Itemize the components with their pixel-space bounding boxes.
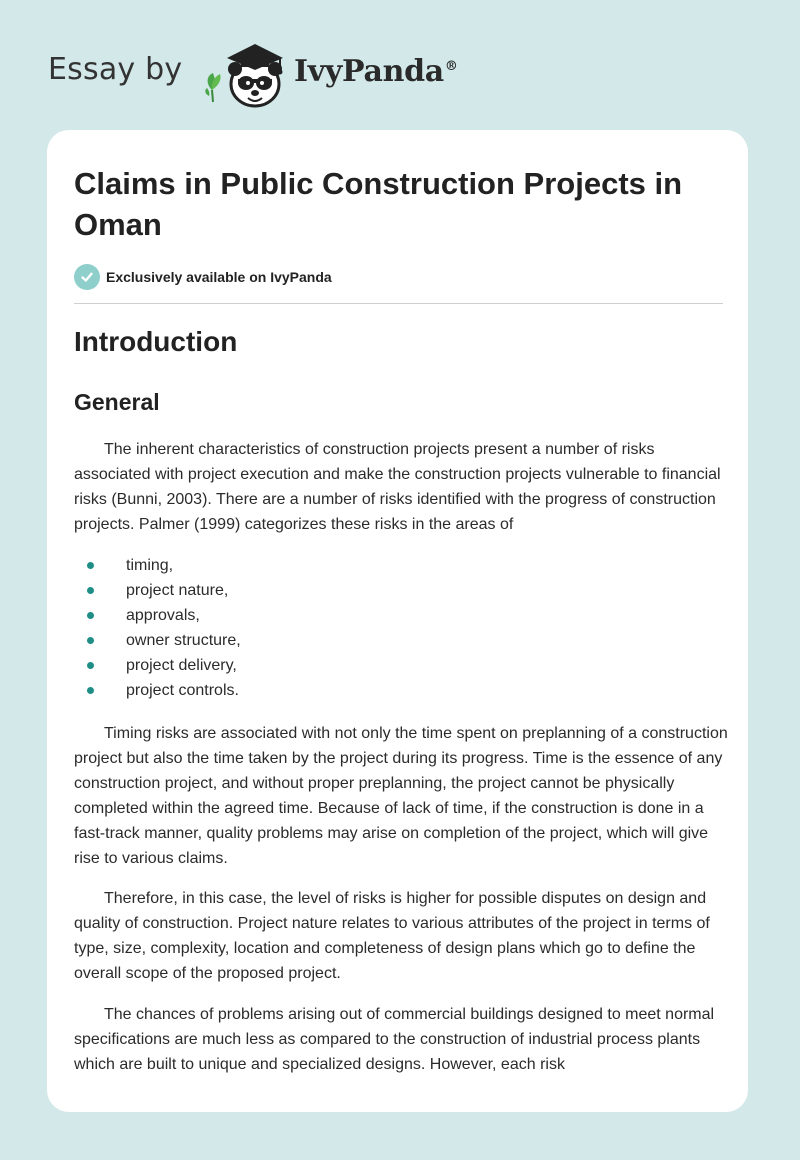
list-item: approvals, xyxy=(74,603,241,628)
subsection-heading: General xyxy=(74,389,160,415)
brand-text: IvyPanda xyxy=(294,54,444,89)
exclusive-label: Exclusively available on IvyPanda xyxy=(106,269,332,285)
list-item: project controls. xyxy=(74,678,241,703)
registered-mark: ® xyxy=(444,59,458,74)
list-item: owner structure, xyxy=(74,628,241,653)
list-item: project delivery, xyxy=(74,653,241,678)
risk-list xyxy=(74,553,241,703)
paragraph: Therefore, in this case, the level of risks is higher for possible disputes on design and quality of construction. Project nature relates to various attributes of the project in terms of type, size, complexity, location and completeness of design plans which go to define the overall scope of the proposed project. xyxy=(74,890,710,982)
check-icon xyxy=(74,264,100,290)
panda-logo-icon[interactable] xyxy=(200,38,292,110)
page-title: Claims in Public Construction Projects in Oman xyxy=(74,166,683,242)
list-item: timing, xyxy=(74,553,241,578)
paragraph: The chances of problems arising out of commercial buildings designed to meet normal specifications are much less as compared to the construction of industrial process plants which are built to unique and specialized designs. However, each risk xyxy=(74,1006,715,1073)
paragraph: The inherent characteristics of construction projects present a number of risks associated with project execution and make the construction projects vulnerable to financial risks (Bunni, 2003). There are a number of risks identified with the progress of construction projects. Palmer (1999) categorizes these risks in the areas of xyxy=(74,441,721,533)
divider xyxy=(74,303,723,304)
essay-card xyxy=(47,130,748,1112)
list-item: project nature, xyxy=(74,578,241,603)
essay-by-label: Essay by xyxy=(48,52,183,87)
brand-name[interactable] xyxy=(294,54,458,89)
site-header xyxy=(0,0,800,130)
section-heading: Introduction xyxy=(74,326,238,357)
exclusive-badge xyxy=(74,263,332,291)
paragraph: Timing risks are associated with not only the time spent on preplanning of a construction project but also the time taken by the project during its progress. Time is the essence of any construction project, and without proper preplanning, the project cannot be physically completed within the agreed time. Because of lack of time, if the construction is done in a fast-track manner, quality problems may arise on completion of the project, which will give rise to various claims. xyxy=(74,725,728,867)
ivy-leaf-icon xyxy=(205,73,220,102)
